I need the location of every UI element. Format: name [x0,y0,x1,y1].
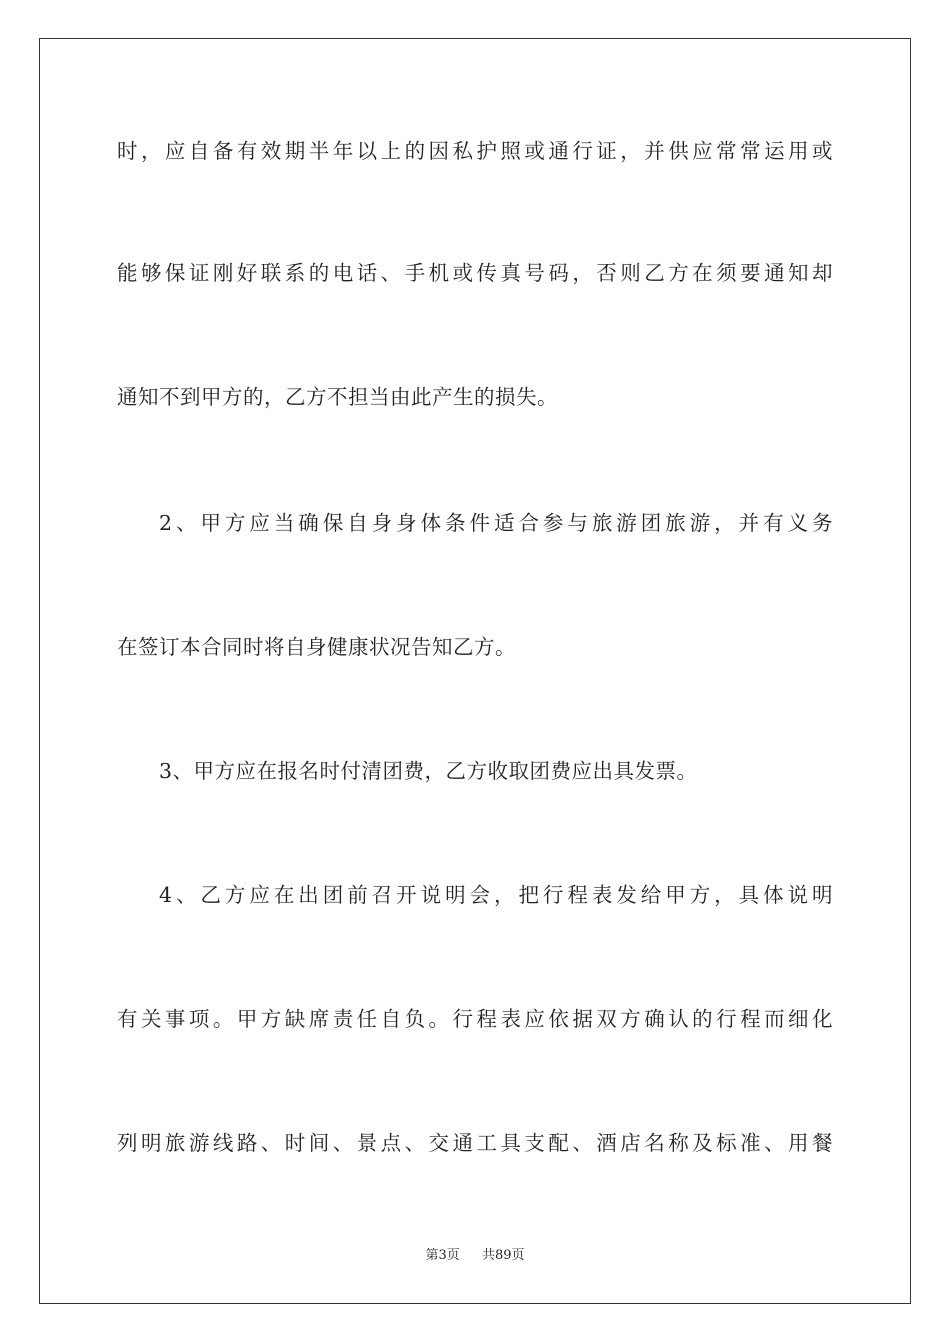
text-line-8: 有关事项。甲方缺席责任自负。行程表应依据双方确认的行程而细化 [117,1007,833,1031]
page-total: 共89页 [482,1248,525,1263]
page-border [39,38,911,1304]
text-line-4-paragraph-2: 2、甲方应当确保自身身体条件适合参与旅游团旅游，并有义务 [159,511,833,535]
text-line-6-paragraph-3: 3、甲方应在报名时付清团费，乙方收取团费应出具发票。 [159,759,698,783]
text-line-9: 列明旅游线路、时间、景点、交通工具支配、酒店名称及标准、用餐 [117,1131,833,1155]
text-line-3: 通知不到甲方的，乙方不担当由此产生的损失。 [117,385,558,409]
text-line-2: 能够保证刚好联系的电话、手机或传真号码，否则乙方在须要通知却 [117,261,833,285]
page-number: 第3页 [425,1248,460,1263]
text-line-5: 在签订本合同时将自身健康状况告知乙方。 [117,635,516,659]
page-footer [0,1248,950,1264]
text-line-1: 时，应自备有效期半年以上的因私护照或通行证，并供应常常运用或 [117,139,833,163]
text-line-7-paragraph-4: 4、乙方应在出团前召开说明会，把行程表发给甲方，具体说明 [159,883,833,907]
